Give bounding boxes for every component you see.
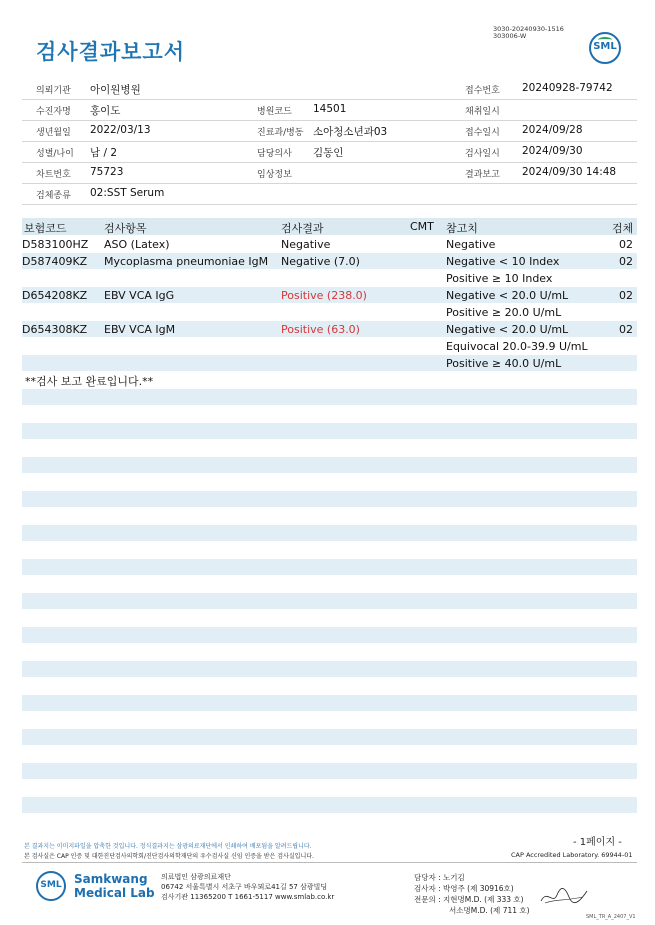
row-band (22, 389, 637, 405)
row-1-specimen: 02 (619, 238, 633, 251)
patient-label: 수진자명 (36, 107, 71, 117)
row-4-ref-3: Positive ≥ 40.0 U/mL (446, 357, 562, 370)
receipt-no-label: 접수번호 (465, 86, 500, 96)
header-result: 검사결과 (281, 222, 324, 235)
specimen-value: 02:SST Serum (90, 187, 165, 199)
row-band (22, 661, 637, 677)
receipt-no-value: 20240928-79742 (522, 82, 613, 94)
footer-divider (22, 862, 637, 863)
row-2-result: Negative (7.0) (281, 255, 360, 268)
footer-note-1: 본 결과지는 이미지파일을 압축한 것입니다. 정식결과지는 삼광의료재단에서 인쇄하여 배포됨을 알려드립니다. (24, 843, 312, 850)
address-line-3: 검사기관 11365200 T 1661-5117 www.smlab.co.kr (161, 893, 335, 901)
brand-line-1: Samkwang (74, 872, 148, 886)
row-3-ref-2: Positive ≥ 20.0 U/mL (446, 306, 562, 319)
address-line-1: 의료법인 삼광의료재단 (161, 873, 231, 881)
document-code (493, 26, 564, 40)
row-band (22, 423, 637, 439)
row-2-ref-2: Positive ≥ 10 Index (446, 272, 553, 285)
row-2-ref-1: Negative < 10 Index (446, 255, 560, 268)
row-3-item: EBV VCA IgG (104, 289, 175, 302)
row-4-code: D654308KZ (22, 323, 88, 336)
info-row-5 (22, 162, 637, 184)
row-3-specimen: 02 (619, 289, 633, 302)
footer-brand (74, 872, 155, 900)
patient-value: 홍이도 (90, 105, 121, 117)
header-code: 보험코드 (24, 222, 67, 235)
report-title: 검사결과보고서 (36, 40, 186, 64)
row-2-specimen: 02 (619, 255, 633, 268)
staff-line-1: 담당자 : 노기김 (414, 873, 465, 882)
report-complete-note: **검사 보고 완료입니다.** (25, 375, 154, 388)
info-row-6 (22, 183, 637, 205)
header-ref: 참고치 (446, 222, 478, 235)
sml-logo-icon (589, 32, 621, 64)
row-band (22, 525, 637, 541)
dept-value: 소아청소년과03 (313, 126, 388, 138)
chart-label: 차트번호 (36, 170, 71, 180)
footer-address (161, 872, 334, 902)
info-row-3 (22, 120, 637, 142)
address-line-2: 06742 서울특별시 서초구 바우뫼로41길 57 삼광빌딩 (161, 883, 328, 891)
signature-icon (539, 883, 589, 909)
sex-age-label: 성별/나이 (36, 149, 74, 159)
row-band (22, 593, 637, 609)
hosp-code-value: 14501 (313, 103, 347, 115)
collect-date-label: 채취일시 (465, 107, 500, 117)
cap-accreditation: CAP Accredited Laboratory. 69944-01 (511, 851, 633, 859)
hospital-label: 의뢰기관 (36, 86, 71, 96)
hosp-code-label: 병원코드 (257, 107, 292, 117)
row-4-result: Positive (63.0) (281, 323, 360, 336)
brand-line-2: Medical Lab (74, 886, 155, 900)
row-4-ref-1: Negative < 20.0 U/mL (446, 323, 569, 336)
info-row-4 (22, 141, 637, 163)
test-date-value: 2024/09/30 (522, 145, 583, 157)
row-1-item: ASO (Latex) (104, 238, 170, 251)
staff-line-3: 전문의 : 지현명M.D. (제 333 호) (414, 895, 524, 904)
header-cmt: CMT (410, 220, 434, 233)
row-band (22, 627, 637, 643)
row-2-item: Mycoplasma pneumoniae IgM (104, 255, 269, 268)
footer-sml-logo-icon (36, 871, 66, 901)
row-3-result: Positive (238.0) (281, 289, 367, 302)
info-row-2 (22, 99, 637, 121)
sex-age-value: 남 / 2 (90, 147, 118, 159)
document-code-line-2: 303006-W (493, 32, 527, 40)
row-band (22, 695, 637, 711)
row-1-ref-1: Negative (446, 238, 496, 251)
receipt-date-value: 2024/09/28 (522, 124, 583, 136)
row-1-result: Negative (281, 238, 331, 251)
logo-text: SML (593, 41, 617, 52)
row-band (22, 729, 637, 745)
birth-label: 생년월일 (36, 128, 71, 138)
row-band (22, 559, 637, 575)
footer-logo-text: SML (40, 880, 62, 890)
footer-note-2: 본 검사실은 CAP 인증 및 대한진단검사의학회/진단검사의학재단의 우수검사실 신임 인증을 받은 검사실입니다. (24, 853, 314, 860)
row-band (22, 763, 637, 779)
row-3-code: D654208KZ (22, 289, 88, 302)
form-code: SML_TR_A_2407_V1 (586, 914, 636, 920)
document-code-line-1: 3030-20240930-1516 (493, 25, 564, 33)
hospital-value: 아이원병원 (90, 84, 141, 96)
header-specimen: 검체 (612, 222, 634, 235)
specimen-label: 검체종류 (36, 191, 71, 201)
info-row-1 (22, 78, 637, 100)
doctor-value: 김동인 (313, 147, 344, 159)
doctor-label: 담당의사 (257, 149, 292, 159)
page-number: - 1페이지 - (573, 837, 622, 848)
chart-value: 75723 (90, 166, 124, 178)
test-date-label: 검사일시 (465, 149, 500, 159)
row-1-code: D583100HZ (22, 238, 89, 251)
report-date-label: 결과보고 (465, 170, 500, 180)
staff-line-4: 서소명M.D. (제 711 호) (449, 906, 530, 915)
report-date-value: 2024/09/30 14:48 (522, 166, 617, 178)
row-4-ref-2: Equivocal 20.0-39.9 U/mL (446, 340, 588, 353)
header-item: 검사항목 (104, 222, 147, 235)
row-band (22, 491, 637, 507)
results-table-header (22, 218, 637, 235)
birth-value: 2022/03/13 (90, 124, 151, 136)
row-4-specimen: 02 (619, 323, 633, 336)
row-band (22, 457, 637, 473)
row-4-item: EBV VCA IgM (104, 323, 176, 336)
staff-line-2: 검사자 : 박영주 (제 30916호) (414, 884, 514, 893)
row-band (22, 797, 637, 813)
dept-label: 진료과/병동 (257, 128, 304, 138)
row-3-ref-1: Negative < 20.0 U/mL (446, 289, 569, 302)
row-2-code: D587409KZ (22, 255, 88, 268)
receipt-date-label: 접수일시 (465, 128, 500, 138)
footer-staff (414, 872, 530, 916)
clinical-label: 임상정보 (257, 170, 292, 180)
